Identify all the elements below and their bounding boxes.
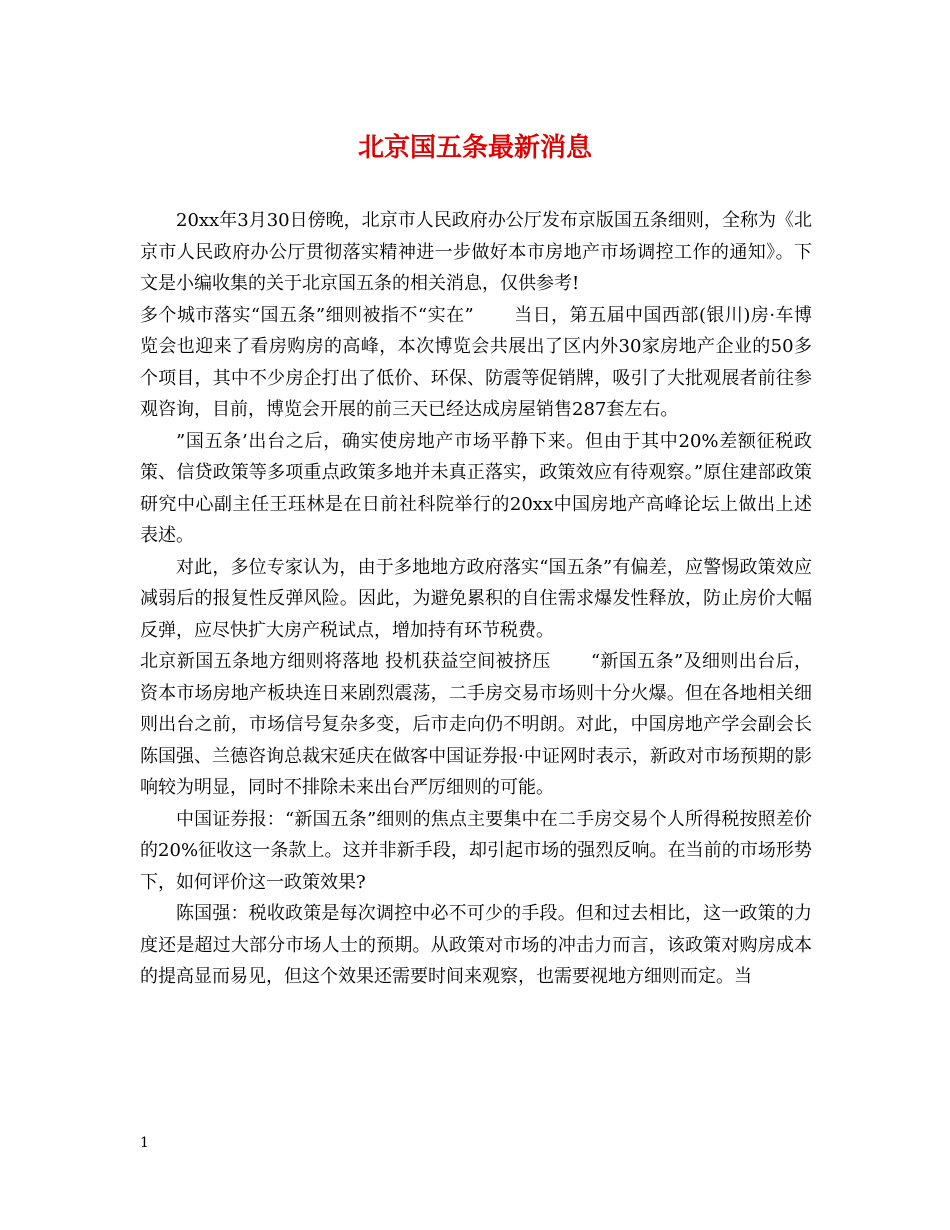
paragraph-intro: 20xx年3月30日傍晚，北京市人民政府办公厅发布京版国五条细则，全称为《北京市人民政府办公厅贯彻落实精神进一步做好本市房地产市场调控工作的通知》。下文是小编收集的关于北京国五条的相关消息，仅供参考! [140, 210, 812, 294]
paragraph-section-1 [140, 300, 812, 426]
paragraph-section-2 [140, 646, 812, 804]
paragraph-text: 当日，第五届中国西部(银川)房·车博览会也迎来了看房购房的高峰，本次博览会共展出了区内外30家房地产企业的50多个项目，其中不少房企打出了低价、环保、防震等促销牌，吸引了大批观展者前往参观咨询，目前，博览会开展的前三天已经达成房屋销售287套左右。 [140, 304, 813, 420]
document-title: 北京国五条最新消息 [357, 133, 592, 163]
paragraph: 中国证券报：“新国五条”细则的焦点主要集中在二手房交易个人所得税按照差价的20%征收这一条款上。这并非新手段，却引起市场的强烈反响。在当前的市场形势下，如何评价这一政策效果? [140, 808, 812, 893]
section-heading: 多个城市落实“国五条”细则被指不“实在” [140, 304, 474, 326]
paragraph: ”国五条’出台之后，确实使房地产市场平静下来。但由于其中20%差额征税政策、信贷政策等多项重点政策多地并未真正落实，政策效应有待观察。”原住建部政策研究中心副主任王珏林是在日前社科院举行的20xx中国房地产高峰论坛上做出上述表述。 [140, 430, 812, 546]
page-number: 1 [140, 1135, 149, 1151]
section-heading: 北京新国五条地方细则将落地 投机获益空间被挤压 [140, 651, 551, 672]
paragraph: 陈国强：税收政策是每次调控中必不可少的手段。但和过去相比，这一政策的力度还是超过大部分市场人士的预期。从政策对市场的冲击力而言，该政策对购房成本的提高显而易见，但这个效果还需要时间来观察，也需要视地方细则而定。当 [140, 903, 812, 987]
document-body [140, 205, 812, 993]
paragraph: 对此，多位专家认为，由于多地地方政府落实“国五条”有偏差，应警惕政策效应减弱后的报复性反弹风险。因此，为避免累积的自住需求爆发性释放，防止房价大幅反弹，应尽快扩大房产税试点，增加持有环节税费。 [140, 556, 812, 641]
paragraph-text: “新国五条”及细则出台后，资本市场房地产板块连日来剧烈震荡，二手房交易市场则十分火爆。但在各地相关细则出台之前，市场信号复杂多变，后市走向仍不明朗。对此，中国房地产学会副会长陈国强、兰德咨询总裁宋延庆在做客中国证券报·中证网时表示，新政对市场预期的影响较为明显，同时不排除未来出台严厉细则的可能。 [140, 651, 812, 798]
